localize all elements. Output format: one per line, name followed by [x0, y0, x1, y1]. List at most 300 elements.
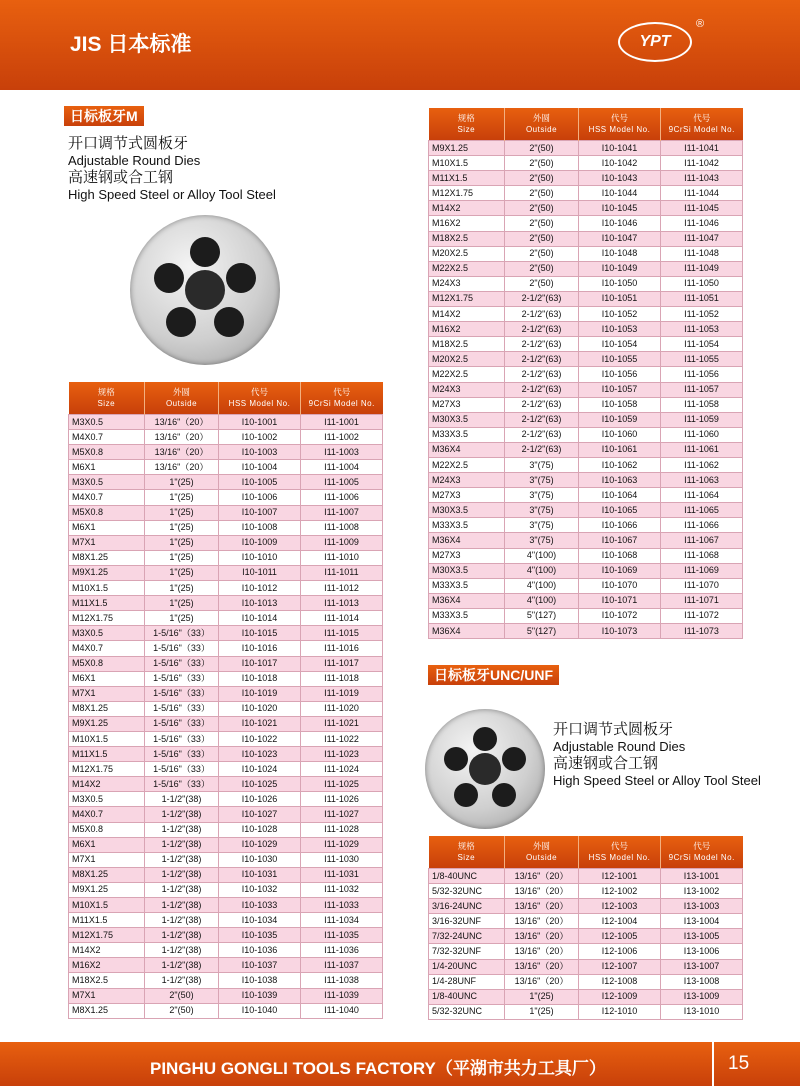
table-row	[429, 593, 743, 608]
cell-9crsi: I11-1063	[661, 473, 743, 488]
cell-size: 1/8-40UNC	[429, 989, 505, 1004]
cell-size: M9X1.25	[69, 716, 145, 731]
cell-outside: 3"(75)	[505, 503, 579, 518]
cell-outside: 2"(50)	[505, 276, 579, 291]
round-die-image	[130, 215, 280, 365]
cell-9crsi: I11-1046	[661, 216, 743, 231]
cell-outside: 5"(127)	[505, 624, 579, 639]
table-row	[69, 520, 383, 535]
table-row	[429, 457, 743, 472]
cell-9crsi: I11-1028	[301, 822, 383, 837]
cell-size: 5/32-32UNC	[429, 1004, 505, 1019]
cell-hss: I10-1033	[219, 898, 301, 913]
cell-hss: I10-1060	[579, 427, 661, 442]
cell-hss: I10-1015	[219, 626, 301, 641]
table-row	[69, 731, 383, 746]
cell-outside: 1"(25)	[505, 1004, 579, 1019]
cell-outside: 1-5/16"（33）	[145, 686, 219, 701]
cell-9crsi: I11-1062	[661, 457, 743, 472]
desc-zh-2: 高速钢或合工钢	[553, 755, 659, 772]
factory-name: PINGHU GONGLI TOOLS FACTORY（平湖市共力工具厂）	[150, 1059, 606, 1078]
table-row	[69, 913, 383, 928]
cell-outside: 1-1/2"(38)	[145, 898, 219, 913]
cell-outside: 3"(75)	[505, 473, 579, 488]
cell-9crsi: I11-1008	[301, 520, 383, 535]
cell-hss: I10-1062	[579, 457, 661, 472]
cell-size: M33X3.5	[429, 427, 505, 442]
table-row	[429, 548, 743, 563]
table-row	[429, 914, 743, 929]
cell-outside: 1"(25)	[145, 611, 219, 626]
table-row	[429, 563, 743, 578]
cell-size: M6X1	[69, 520, 145, 535]
cell-hss: I10-1037	[219, 958, 301, 973]
cell-size: M5X0.8	[69, 445, 145, 460]
cell-size: 3/16-24UNC	[429, 899, 505, 914]
cell-9crsi: I11-1005	[301, 475, 383, 490]
cell-size: M24X3	[429, 382, 505, 397]
cell-outside: 1-5/16"（33）	[145, 656, 219, 671]
cell-size: M14X2	[69, 777, 145, 792]
cell-size: M22X2.5	[429, 367, 505, 382]
cell-9crsi: I11-1069	[661, 563, 743, 578]
cell-outside: 2"(50)	[505, 156, 579, 171]
table-row	[69, 958, 383, 973]
cell-9crsi: I11-1044	[661, 186, 743, 201]
cell-outside: 13/16"（20）	[505, 974, 579, 989]
cell-size: M9X1.25	[69, 565, 145, 580]
cell-size: M18X2.5	[429, 337, 505, 352]
cell-9crsi: I11-1066	[661, 518, 743, 533]
footer-divider	[712, 1042, 714, 1086]
cell-hss: I10-1034	[219, 913, 301, 928]
cell-size: M4X0.7	[69, 430, 145, 445]
cell-size: M10X1.5	[429, 156, 505, 171]
cell-outside: 1-5/16"（33）	[145, 626, 219, 641]
cell-hss: I10-1001	[219, 415, 301, 430]
cell-hss: I10-1068	[579, 548, 661, 563]
cell-outside: 1-1/2"(38)	[145, 973, 219, 988]
cell-size: 5/32-32UNC	[429, 884, 505, 899]
cell-9crsi: I11-1001	[301, 415, 383, 430]
cell-outside: 3"(75)	[505, 533, 579, 548]
cell-size: M16X2	[69, 958, 145, 973]
cell-hss: I10-1017	[219, 656, 301, 671]
cell-hss: I10-1027	[219, 807, 301, 822]
page-number: 15	[728, 1053, 750, 1074]
cell-outside: 2-1/2"(63)	[505, 307, 579, 322]
table-row	[69, 611, 383, 626]
cell-outside: 2-1/2"(63)	[505, 352, 579, 367]
table-row	[429, 884, 743, 899]
cell-9crsi: I11-1016	[301, 641, 383, 656]
table-row	[429, 473, 743, 488]
cell-size: M30X3.5	[429, 563, 505, 578]
cell-9crsi: I11-1037	[301, 958, 383, 973]
cell-outside: 4"(100)	[505, 548, 579, 563]
cell-outside: 13/16"（20）	[505, 959, 579, 974]
table-row	[69, 837, 383, 852]
cell-outside: 1"(25)	[145, 505, 219, 520]
cell-9crsi: I11-1038	[301, 973, 383, 988]
cell-outside: 13/16"（20）	[505, 869, 579, 884]
table-row	[69, 882, 383, 897]
cell-outside: 2"(50)	[505, 261, 579, 276]
table-row	[429, 291, 743, 306]
cell-outside: 2-1/2"(63)	[505, 367, 579, 382]
table-row	[429, 869, 743, 884]
cell-hss: I10-1035	[219, 928, 301, 943]
cell-size: M24X3	[429, 473, 505, 488]
table-row	[429, 427, 743, 442]
registered-mark: ®	[696, 18, 705, 30]
cell-hss: I10-1066	[579, 518, 661, 533]
cell-hss: I10-1024	[219, 762, 301, 777]
table-row	[429, 382, 743, 397]
table-row	[429, 171, 743, 186]
cell-outside: 13/16"（20）	[145, 445, 219, 460]
cell-hss: I10-1065	[579, 503, 661, 518]
table-row	[429, 307, 743, 322]
cell-outside: 2-1/2"(63)	[505, 427, 579, 442]
table-row	[429, 503, 743, 518]
desc-en-2: High Speed Steel or Alloy Tool Steel	[553, 773, 761, 788]
cell-9crsi: I11-1033	[301, 898, 383, 913]
table-row	[429, 944, 743, 959]
cell-outside: 1-5/16"（33）	[145, 762, 219, 777]
table-row	[429, 442, 743, 457]
cell-9crsi: I11-1018	[301, 671, 383, 686]
cell-9crsi: I11-1032	[301, 882, 383, 897]
cell-size: M11X1.5	[69, 913, 145, 928]
table-row	[69, 807, 383, 822]
table-row	[429, 974, 743, 989]
cell-hss: I10-1057	[579, 382, 661, 397]
table-row	[429, 397, 743, 412]
cell-outside: 1"(25)	[145, 581, 219, 596]
table-row	[69, 626, 383, 641]
cell-9crsi: I11-1009	[301, 535, 383, 550]
cell-9crsi: I11-1067	[661, 533, 743, 548]
cell-outside: 13/16"（20）	[505, 899, 579, 914]
col-outside: 外圆 Outside	[505, 836, 579, 869]
cell-outside: 2-1/2"(63)	[505, 442, 579, 457]
cell-hss: I10-1042	[579, 156, 661, 171]
cell-size: M7X1	[69, 852, 145, 867]
cell-size: M16X2	[429, 216, 505, 231]
cell-outside: 1-5/16"（33）	[145, 701, 219, 716]
cell-outside: 2"(50)	[505, 231, 579, 246]
cell-hss: I10-1026	[219, 792, 301, 807]
cell-9crsi: I11-1030	[301, 852, 383, 867]
cell-outside: 1-1/2"(38)	[145, 928, 219, 943]
table-row	[69, 505, 383, 520]
cell-hss: I10-1050	[579, 276, 661, 291]
cell-size: M18X2.5	[69, 973, 145, 988]
table-row	[69, 490, 383, 505]
table-row	[69, 867, 383, 882]
cell-size: M4X0.7	[69, 641, 145, 656]
table-row	[429, 1004, 743, 1019]
cell-outside: 1"(25)	[145, 535, 219, 550]
cell-hss: I12-1010	[579, 1004, 661, 1019]
cell-size: M7X1	[69, 535, 145, 550]
table-row	[69, 1003, 383, 1018]
cell-hss: I10-1054	[579, 337, 661, 352]
cell-size: M3X0.5	[69, 415, 145, 430]
cell-size: 1/4-20UNC	[429, 959, 505, 974]
table-row	[429, 624, 743, 639]
cell-size: M9X1.25	[429, 141, 505, 156]
cell-hss: I12-1006	[579, 944, 661, 959]
cell-outside: 2"(50)	[505, 141, 579, 156]
table-row	[429, 959, 743, 974]
desc-zh-1: 开口调节式圆板牙	[68, 135, 189, 152]
cell-size: M11X1.5	[429, 171, 505, 186]
cell-outside: 13/16"（20）	[145, 430, 219, 445]
cell-outside: 1-5/16"（33）	[145, 731, 219, 746]
table-row	[69, 430, 383, 445]
cell-hss: I10-1059	[579, 412, 661, 427]
cell-size: M7X1	[69, 686, 145, 701]
col-9crsi: 代号 9CrSi Model No.	[661, 836, 743, 869]
cell-hss: I10-1070	[579, 578, 661, 593]
cell-size: 7/32-24UNC	[429, 929, 505, 944]
table-row	[429, 246, 743, 261]
table-row	[69, 550, 383, 565]
table-row	[69, 973, 383, 988]
cell-9crsi: I11-1058	[661, 397, 743, 412]
cell-9crsi: I11-1011	[301, 565, 383, 580]
cell-size: 1/8-40UNC	[429, 869, 505, 884]
page-title: JIS 日本标准	[70, 33, 192, 56]
cell-outside: 1-1/2"(38)	[145, 807, 219, 822]
cell-hss: I10-1071	[579, 593, 661, 608]
cell-size: M11X1.5	[69, 596, 145, 611]
cell-9crsi: I11-1026	[301, 792, 383, 807]
cell-outside: 13/16"（20）	[145, 415, 219, 430]
cell-hss: I10-1063	[579, 473, 661, 488]
cell-size: M12X1.75	[69, 928, 145, 943]
cell-hss: I10-1044	[579, 186, 661, 201]
cell-hss: I10-1056	[579, 367, 661, 382]
cell-outside: 2-1/2"(63)	[505, 337, 579, 352]
cell-hss: I10-1005	[219, 475, 301, 490]
section-unc-description	[553, 721, 761, 789]
cell-outside: 4"(100)	[505, 593, 579, 608]
cell-outside: 2-1/2"(63)	[505, 382, 579, 397]
table-row	[429, 608, 743, 623]
cell-hss: I10-1022	[219, 731, 301, 746]
cell-size: M6X1	[69, 837, 145, 852]
cell-hss: I10-1019	[219, 686, 301, 701]
desc-en-1: Adjustable Round Dies	[553, 739, 686, 754]
cell-outside: 13/16"（20）	[505, 884, 579, 899]
table-row	[69, 445, 383, 460]
table-row	[69, 535, 383, 550]
table-row	[69, 415, 383, 430]
cell-9crsi: I11-1025	[301, 777, 383, 792]
cell-outside: 1"(25)	[505, 989, 579, 1004]
cell-outside: 3"(75)	[505, 518, 579, 533]
cell-9crsi: I11-1006	[301, 490, 383, 505]
cell-size: M8X1.25	[69, 550, 145, 565]
cell-outside: 2"(50)	[145, 1003, 219, 1018]
table-row	[69, 671, 383, 686]
cell-9crsi: I11-1060	[661, 427, 743, 442]
cell-outside: 1-1/2"(38)	[145, 792, 219, 807]
cell-outside: 1"(25)	[145, 520, 219, 535]
cell-hss: I10-1055	[579, 352, 661, 367]
cell-size: M4X0.7	[69, 490, 145, 505]
cell-size: M10X1.5	[69, 581, 145, 596]
cell-outside: 1-1/2"(38)	[145, 837, 219, 852]
cell-size: M14X2	[429, 307, 505, 322]
section-m-description	[68, 135, 276, 203]
col-size: 规格 Size	[429, 108, 505, 141]
cell-9crsi: I11-1014	[301, 611, 383, 626]
cell-size: M30X3.5	[429, 412, 505, 427]
cell-outside: 2"(50)	[145, 988, 219, 1003]
cell-hss: I10-1036	[219, 943, 301, 958]
cell-outside: 1-1/2"(38)	[145, 822, 219, 837]
cell-outside: 2"(50)	[505, 246, 579, 261]
cell-outside: 1-5/16"（33）	[145, 747, 219, 762]
cell-hss: I12-1007	[579, 959, 661, 974]
cell-9crsi: I11-1023	[301, 747, 383, 762]
cell-9crsi: I11-1013	[301, 596, 383, 611]
cell-size: M27X3	[429, 548, 505, 563]
cell-size: 1/4-28UNF	[429, 974, 505, 989]
table-row	[69, 701, 383, 716]
table-row	[429, 367, 743, 382]
cell-9crsi: I11-1024	[301, 762, 383, 777]
table-row	[69, 641, 383, 656]
cell-9crsi: I11-1048	[661, 246, 743, 261]
table-row	[69, 762, 383, 777]
cell-hss: I10-1046	[579, 216, 661, 231]
col-9crsi: 代号 9CrSi Model No.	[661, 108, 743, 141]
cell-9crsi: I11-1029	[301, 837, 383, 852]
cell-size: M8X1.25	[69, 867, 145, 882]
col-outside: 外圆 Outside	[505, 108, 579, 141]
cell-size: M3X0.5	[69, 626, 145, 641]
cell-hss: I10-1043	[579, 171, 661, 186]
cell-hss: I12-1008	[579, 974, 661, 989]
table-row	[429, 201, 743, 216]
cell-size: M12X1.75	[429, 291, 505, 306]
cell-outside: 1"(25)	[145, 550, 219, 565]
cell-9crsi: I11-1036	[301, 943, 383, 958]
cell-9crsi: I13-1006	[661, 944, 743, 959]
cell-size: M33X3.5	[429, 608, 505, 623]
col-size: 规格 Size	[69, 382, 145, 415]
cell-size: M6X1	[69, 671, 145, 686]
round-die-image-unc	[425, 709, 545, 829]
desc-zh-1: 开口调节式圆板牙	[553, 721, 674, 738]
cell-hss: I10-1031	[219, 867, 301, 882]
cell-hss: I10-1064	[579, 488, 661, 503]
table-row	[69, 460, 383, 475]
cell-hss: I10-1072	[579, 608, 661, 623]
cell-hss: I10-1029	[219, 837, 301, 852]
cell-size: M24X3	[429, 276, 505, 291]
table-row	[429, 899, 743, 914]
spec-table-m-2	[428, 108, 743, 639]
cell-outside: 2"(50)	[505, 186, 579, 201]
cell-size: M33X3.5	[429, 518, 505, 533]
cell-size: M3X0.5	[69, 475, 145, 490]
cell-hss: I12-1001	[579, 869, 661, 884]
cell-hss: I10-1016	[219, 641, 301, 656]
table-row	[429, 276, 743, 291]
cell-size: M36X4	[429, 442, 505, 457]
table-row	[69, 565, 383, 580]
cell-size: M14X2	[69, 943, 145, 958]
cell-9crsi: I11-1049	[661, 261, 743, 276]
cell-size: M22X2.5	[429, 261, 505, 276]
cell-hss: I10-1039	[219, 988, 301, 1003]
cell-size: M5X0.8	[69, 656, 145, 671]
cell-size: M11X1.5	[69, 747, 145, 762]
table-row	[429, 141, 743, 156]
table-row	[429, 186, 743, 201]
table-row	[429, 929, 743, 944]
table-row	[429, 578, 743, 593]
cell-9crsi: I11-1050	[661, 276, 743, 291]
table-row	[69, 988, 383, 1003]
cell-hss: I10-1004	[219, 460, 301, 475]
cell-outside: 1-1/2"(38)	[145, 852, 219, 867]
cell-9crsi: I11-1010	[301, 550, 383, 565]
cell-outside: 13/16"（20）	[505, 944, 579, 959]
cell-9crsi: I11-1047	[661, 231, 743, 246]
table-row	[429, 533, 743, 548]
cell-9crsi: I11-1045	[661, 201, 743, 216]
cell-9crsi: I11-1035	[301, 928, 383, 943]
desc-en-1: Adjustable Round Dies	[68, 153, 201, 168]
cell-outside: 2-1/2"(63)	[505, 291, 579, 306]
cell-9crsi: I11-1065	[661, 503, 743, 518]
cell-hss: I10-1049	[579, 261, 661, 276]
cell-9crsi: I13-1007	[661, 959, 743, 974]
cell-9crsi: I11-1056	[661, 367, 743, 382]
cell-9crsi: I11-1003	[301, 445, 383, 460]
table-row	[69, 656, 383, 671]
cell-size: M30X3.5	[429, 503, 505, 518]
cell-hss: I10-1061	[579, 442, 661, 457]
cell-hss: I10-1018	[219, 671, 301, 686]
cell-hss: I10-1013	[219, 596, 301, 611]
cell-hss: I12-1005	[579, 929, 661, 944]
cell-9crsi: I11-1068	[661, 548, 743, 563]
cell-hss: I10-1014	[219, 611, 301, 626]
cell-hss: I10-1002	[219, 430, 301, 445]
spec-table-m-1	[68, 382, 383, 1019]
cell-9crsi: I11-1054	[661, 337, 743, 352]
cell-9crsi: I11-1022	[301, 731, 383, 746]
cell-outside: 1-1/2"(38)	[145, 958, 219, 973]
table-row	[429, 518, 743, 533]
table-row	[69, 747, 383, 762]
cell-hss: I10-1058	[579, 397, 661, 412]
cell-outside: 1-1/2"(38)	[145, 867, 219, 882]
table-row	[429, 231, 743, 246]
cell-size: M36X4	[429, 593, 505, 608]
cell-9crsi: I11-1057	[661, 382, 743, 397]
table-row	[69, 686, 383, 701]
cell-9crsi: I11-1020	[301, 701, 383, 716]
